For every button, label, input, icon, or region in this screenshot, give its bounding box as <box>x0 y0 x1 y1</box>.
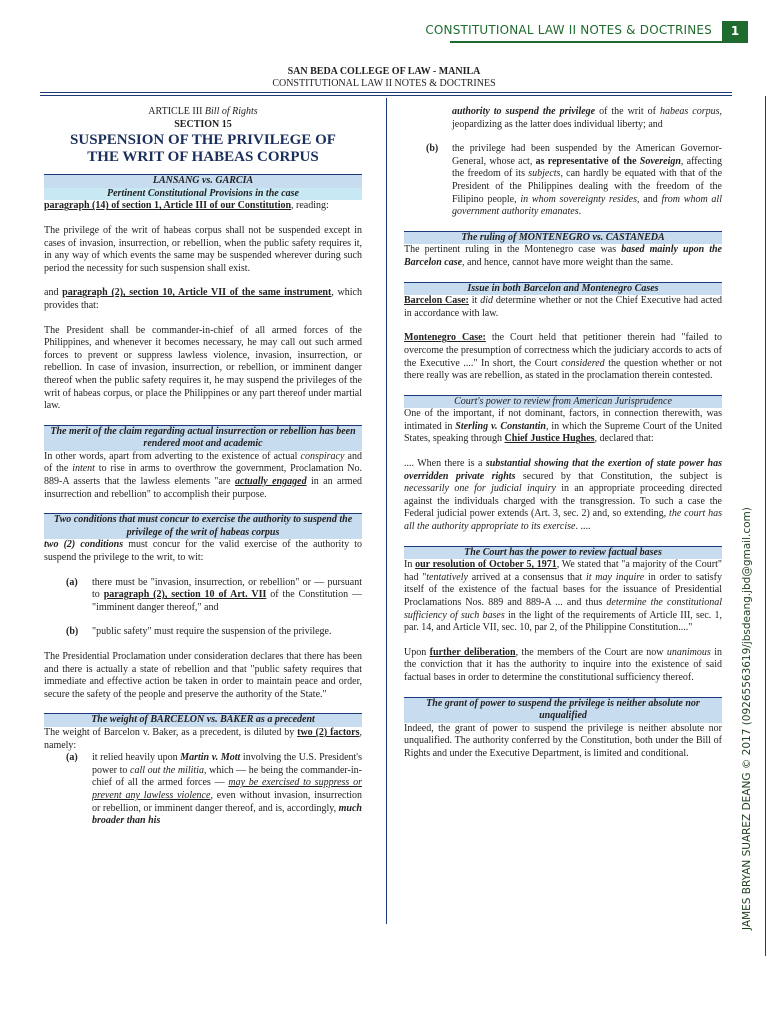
and-text: and <box>44 287 63 299</box>
wa-text-4: , even without invasion, insurrection or rebellion, or imminent danger thereof, and is, accordingly, <box>92 789 363 814</box>
wa-text-1: it relied heavily upon <box>92 752 181 764</box>
rb-text-5: . <box>578 206 582 218</box>
wa-text-3: , which — he being the commander-in-chief of all the armed forces — <box>92 764 362 789</box>
issue-bar: Issue in both Barcelon and Montenegro Cases <box>404 282 722 296</box>
sterling-quote-3: in an appropriate proceeding directed against the individuals charged with the transgression. To such a case the Federal judicial power extends (Art. 3, sec. 2) and, so extending, <box>404 483 722 520</box>
barcelon-text-1: it <box>468 295 481 307</box>
two-conditions-text: must concur for the valid exercise of the authority to suspend the privilege to the writ, to wit: <box>44 539 362 564</box>
condition-a <box>44 577 362 615</box>
grant-text: Indeed, the grant of power to suspend the privilege is neither absolute nor unqualified. The authority conferred by the Constitution, both under the Bill of Rights and under the Executive Department, is limited and conditional. <box>404 722 722 759</box>
merit-text-c: to rise in arms to overthrow the government, Proclamation No. 889-A asserts that the lawless elements "are <box>44 463 362 488</box>
top-double-rule <box>40 92 732 96</box>
merit-conspiracy: conspiracy <box>300 450 345 462</box>
barcelon-text-2: determine whether or not the Chief Executive had acted in accordance with law. <box>404 295 723 319</box>
power-text-1: One of the important, if not dominant, factors, in connection therewith, was intimated in <box>404 408 722 432</box>
header-rule <box>450 41 748 43</box>
continued-habeas: habeas corpus <box>659 106 720 117</box>
column-divider <box>386 98 387 924</box>
power-hughes[interactable]: Chief Justice Hughes <box>504 433 595 445</box>
factual-text-1: In <box>404 559 416 571</box>
factual-resolution-link[interactable]: our resolution of October 5, 1971 <box>415 559 557 571</box>
case-title: LANSANG vs. GARCIA <box>152 175 254 187</box>
two-conditions-lead: two (2) conditions <box>44 539 124 551</box>
sterling-quote-2: secured by that Constitution, the subject is <box>515 470 723 482</box>
power-bar: Court's power to review from American Jurisprudence <box>404 395 722 409</box>
grant-bar: The grant of power to suspend the privilege is neither absolute nor unqualified <box>404 697 722 723</box>
school-name: SAN BEDA COLLEGE OF LAW - MANILA <box>287 66 481 77</box>
factual-text-4: in order to satisfy itself of the existence of the factual bases for the issuance of Presidential Proclamations Nos. 889 and 889-A ... and thus <box>404 571 723 608</box>
section-title: SUSPENSION OF THE PRIVILEGE OF THE WRIT OF HABEAS CORPUS <box>70 132 336 166</box>
page-header <box>0 0 768 44</box>
paragraph-14-rest: , reading: <box>291 200 329 212</box>
condition-b <box>44 626 362 639</box>
rb-in-whom: in whom sovereignty resides <box>520 193 638 205</box>
power-text-2: , in which the Supreme Court of the United States, speaking through <box>404 420 722 445</box>
upon-text-2: , the members of the Court are now <box>515 646 667 658</box>
rb-rep: as representative of the <box>535 155 640 167</box>
factual-determine: determine the constitutional sufficiency of such bases <box>404 597 723 621</box>
wa-may: may be exercised to suppress or prevent any lawless violence <box>92 777 362 801</box>
wa-call: call out the militia <box>130 764 204 776</box>
author-credit: JAMES BRYAN SUAREZ DEANG © 2017 (09265563619/jbsdeang.jbd@gmail.com) <box>741 507 753 930</box>
commander-quote: The President shall be commander-in-chief of all armed forces of the Philippines, and whenever it becomes necessary, he may call out such armed forces to prevent or suppress lawless violence, invasion, insurrection, or rebellion. In case of invasion, insurrection, or rebellion, or imminent danger thereof when the public safety requires it, he may suspend the privileges of the writ of habeas corpus, or place the Philippines or any part thereof under martial law. <box>44 324 362 412</box>
continued-text-2: of the writ of <box>595 106 660 117</box>
rb-text-2: , affecting the freedom of its <box>452 155 722 180</box>
paragraph-2-rest: , which provides that: <box>44 287 362 311</box>
wa-mott: Martin v. Mott <box>180 752 241 764</box>
case-title-bar <box>44 174 362 188</box>
two-conditions-bar: Two conditions that must concur to exercise the authority to suspend the privilege of the writ of habeas corpus <box>44 513 362 539</box>
wa-broader: much broader than his <box>92 802 362 827</box>
weight-bar: The weight of BARCELON vs. BAKER as a precedent <box>44 713 362 727</box>
montenegro-case-link[interactable]: Montenegro Case: <box>404 332 486 344</box>
weight-factor-a <box>44 752 362 828</box>
ruling-text-2: , and hence, cannot have more weight than the same. <box>462 256 674 268</box>
weight-link[interactable]: two (2) factors <box>297 726 360 738</box>
sterling-court: the court has all the authority appropriate to its exercise <box>404 508 722 533</box>
ruling-bar: The ruling of MONTENEGRO vs. CASTANEDA <box>404 231 722 245</box>
left-column <box>44 106 362 828</box>
rb-text-4: , and <box>637 193 662 205</box>
power-sterling: Sterling v. Constantin <box>455 420 546 432</box>
condition-a-link[interactable]: paragraph (2), section 10 of Art. VII <box>103 589 267 601</box>
weight-factor-b-label: (b) <box>426 143 439 155</box>
sterling-necessarily: necessarily one for judicial inquiry <box>404 483 556 495</box>
header-title: CONSTITUTIONAL LAW II NOTES & DOCTRINES <box>425 23 712 37</box>
ruling-text-1: The pertinent ruling in the Montenegro case was <box>404 244 622 256</box>
rb-from-whom: from whom all government authority emanates <box>452 193 722 218</box>
factual-may-inquire: it may inquire <box>585 571 645 583</box>
rb-sovereign: Sovereign <box>639 155 681 167</box>
merit-intent: intent <box>72 463 95 475</box>
paragraph-2-link[interactable]: paragraph (2), section 10, Article VII of the same instrument <box>62 287 332 299</box>
montenegro-text-1: the Court held that petitioner therein had "failed to overcome the presumption of correctness which the judiciary accords to acts of the Executive ...." In short, the Court <box>404 332 722 369</box>
condition-a-label: (a) <box>66 576 78 588</box>
condition-a-text-1: there must be "invasion, insurrection, or rebellion" or — pursuant to <box>92 576 362 601</box>
continued-authority: authority to suspend the privilege <box>452 106 596 117</box>
factual-text-5: in the light of the requirements of Article III, sec. 1, par. 14, and Article VII, sec. 10, par 2, of the Philippine Constitution...." <box>404 609 722 634</box>
right-column <box>404 106 722 761</box>
paragraph-14-link[interactable]: paragraph (14) of section 1, Article III of our Constitution <box>44 200 292 212</box>
power-text-3: , declared that: <box>594 433 654 445</box>
upon-unanimous: unanimous <box>666 646 711 658</box>
weight-text: The weight of Barcelon v. Baker, as a precedent, is diluted by <box>44 726 298 738</box>
weight-factor-a-label: (a) <box>66 752 78 764</box>
condition-b-label: (b) <box>66 626 79 638</box>
condition-a-text-2: of the Constitution — "imminent danger thereof," and <box>92 589 362 613</box>
factual-tentatively: tentatively <box>426 571 468 583</box>
document-subtitle: CONSTITUTIONAL LAW II NOTES & DOCTRINES <box>272 78 496 89</box>
merit-text-d: in an armed insurrection and rebellion" to accomplish their purpose. <box>44 476 363 500</box>
factual-text-2: , We stated that "a majority of the Court" had " <box>404 559 722 583</box>
factual-bar: The Court has the power to review factual bases <box>404 546 722 560</box>
condition-b-text: "public safety" must require the suspension of the privilege. <box>92 626 332 638</box>
upon-text-3: in the conviction that it has the authority to inquire into the existence of said factual bases in order to determine the constitutional sufficiency thereof. <box>404 646 722 683</box>
montenegro-text-2: the question whether or not there really was are rebellion, as stated in the proclamation therein contested. <box>404 357 723 382</box>
sterling-quote-4: . .... <box>575 521 591 533</box>
sterling-quote-1: .... When there is a <box>404 458 486 470</box>
barcelon-case-link[interactable]: Barcelon Case: <box>404 295 469 307</box>
rb-text-3: , can hardly be equated with that of the President of the Philippines dealing with the freedom of the Filipino people, <box>452 168 723 205</box>
further-deliberation-link[interactable]: further deliberation <box>429 646 516 658</box>
weight-factor-b <box>404 143 722 219</box>
rb-subjects: subjects <box>528 168 561 180</box>
sterling-substantial: substantial showing that the exertion of state power has overridden private rights <box>404 458 723 482</box>
continued-text-3: , jeopardizing as the latter does individual liberty; and <box>452 106 722 130</box>
weight-rest: , namely: <box>44 726 363 751</box>
sidebar-rule <box>765 96 766 956</box>
article-label: ARTICLE III <box>148 106 205 117</box>
proclamation-text: The Presidential Proclamation under consideration declares that there has been and there is actually a state of rebellion and that "public safety requires that immediate and effective action be taken in order to maintain peace and order, secure the safety of the people and preserve the authority of the State." <box>44 651 362 700</box>
article-italic: Bill of Rights <box>204 106 258 117</box>
merit-bar: The merit of the claim regarding actual insurrection or rebellion has been rendered moot and academic <box>44 425 362 451</box>
upon-text-1: Upon <box>404 646 430 658</box>
merit-text-a: In other words, apart from adverting to the existence of actual <box>44 450 301 462</box>
rb-text-1: the privilege had been suspended by the American Governor-General, whose act, <box>452 143 722 167</box>
ruling-bold: based mainly upon the Barcelon case <box>404 244 722 268</box>
barcelon-did: did <box>480 295 493 307</box>
wa-text-2: involving the U.S. President's power to <box>92 752 362 776</box>
merit-engaged: actually engaged <box>234 476 307 488</box>
habeas-quote: The privilege of the writ of habeas corpus shall not be suspended except in cases of invasion, insurrection, or rebellion, when the public safety requires it, in any way of which events the same may be suspended wherever during such period the necessity for such suspension shall exist. <box>44 224 362 274</box>
factual-text-3: arrived at a consensus that <box>467 571 586 583</box>
section-label: SECTION 15 <box>174 118 232 130</box>
merit-text-b: and of the <box>44 450 362 475</box>
page-number: 1 <box>722 21 748 41</box>
montenegro-considered: considered <box>561 357 605 369</box>
case-subtitle: Pertinent Constitutional Provisions in the case <box>44 188 362 201</box>
